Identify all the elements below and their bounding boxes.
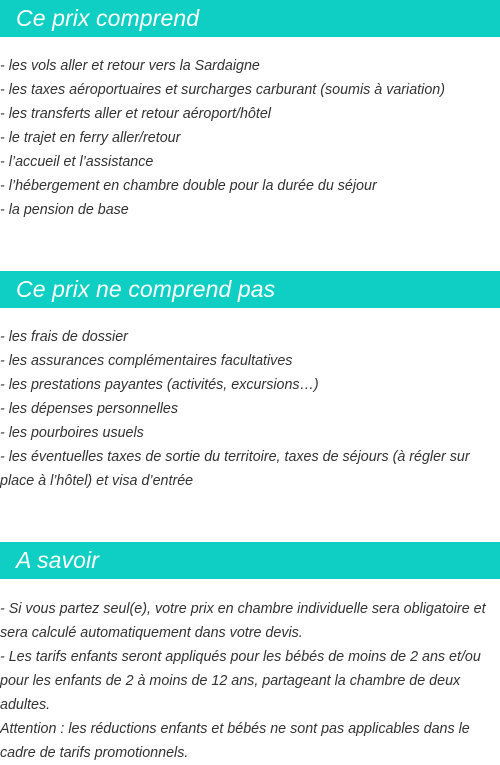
list-item: - les assurances complémentaires facultatives (0, 353, 293, 369)
list-item: - les taxes aéroportuaires et surcharges carburant (soumis à variation) (0, 82, 445, 98)
section-included (0, 0, 500, 222)
good-to-know-body (0, 579, 500, 765)
list-item: - l’hébergement en chambre double pour la durée du séjour (0, 178, 377, 194)
list-item: - les vols aller et retour vers la Sardaigne (0, 58, 260, 74)
section-header-good-to-know (0, 542, 500, 579)
included-list (0, 37, 500, 222)
section-title-good-to-know: A savoir (16, 547, 100, 573)
list-item: - les prestations payantes (activités, excursions…) (0, 377, 319, 393)
section-header-not-included (0, 271, 500, 308)
list-item: - les frais de dossier (0, 329, 128, 345)
section-good-to-know (0, 542, 500, 765)
list-item: - la pension de base (0, 202, 129, 218)
section-not-included (0, 271, 500, 493)
list-item: - l’accueil et l’assistance (0, 154, 154, 170)
section-title-included: Ce prix comprend (16, 5, 200, 31)
not-included-list (0, 308, 500, 493)
list-item: - les pourboires usuels (0, 425, 144, 441)
list-item: - le trajet en ferry aller/retour (0, 130, 181, 146)
section-title-not-included: Ce prix ne comprend pas (16, 276, 276, 302)
list-item: - les éventuelles taxes de sortie du territoire, taxes de séjours (à régler sur place à l’hôtel) et visa d’entrée (0, 449, 470, 489)
list-item: - les transferts aller et retour aéroport/hôtel (0, 106, 271, 122)
section-header-included (0, 0, 500, 37)
info-paragraph: - Les tarifs enfants seront appliqués pour les bébés de moins de 2 ans et/ou pour les enfants de 2 à moins de 12 ans, partageant la chambre de deux adultes. (0, 649, 481, 713)
info-paragraph: Attention : les réductions enfants et bébés ne sont pas applicables dans le cadre de tarifs promotionnels. (0, 721, 470, 761)
info-paragraph: - Si vous partez seul(e), votre prix en chambre individuelle sera obligatoire et sera calculé automatiquement dans votre devis. (0, 601, 486, 641)
list-item: - les dépenses personnelles (0, 401, 179, 417)
